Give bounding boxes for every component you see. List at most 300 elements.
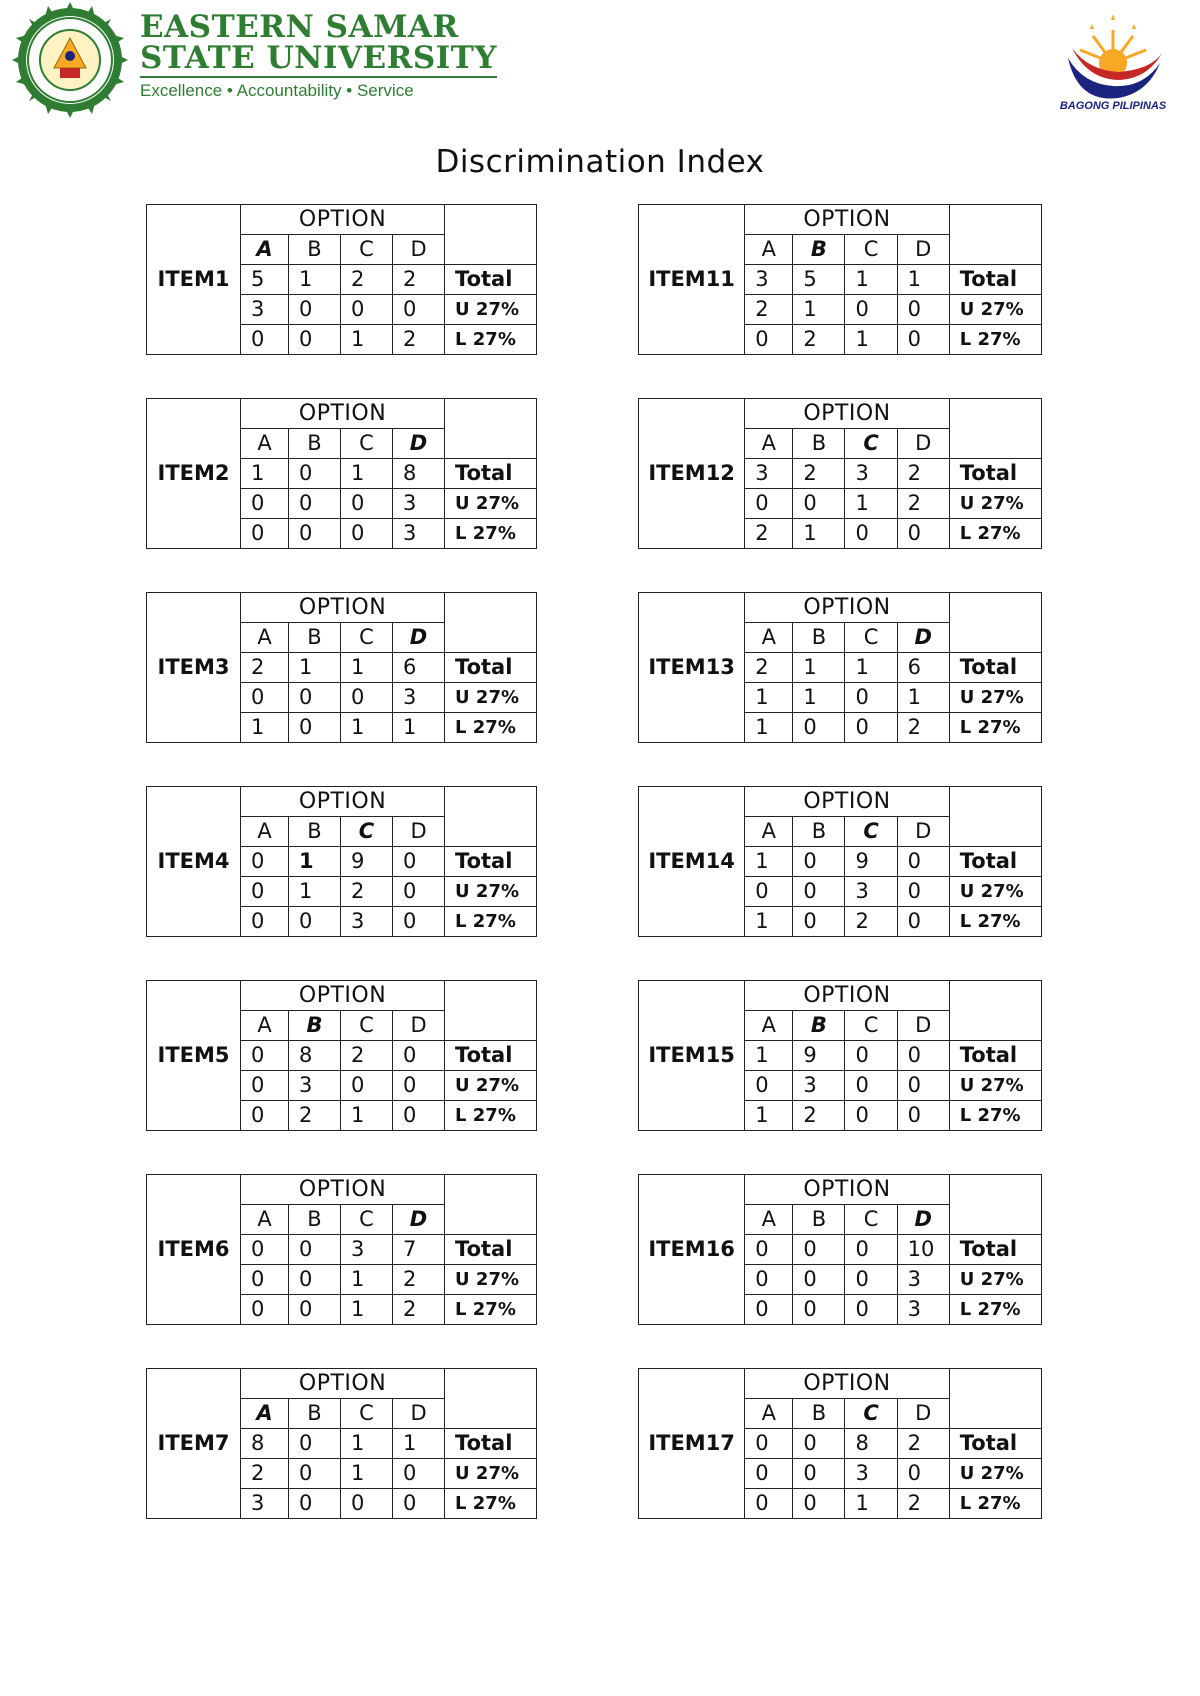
lower-count-a: 0 — [241, 907, 289, 937]
total-count-d: 0 — [897, 847, 949, 877]
lower-count-b: 0 — [793, 907, 845, 937]
total-count-d: 10 — [897, 1235, 949, 1265]
blank-cell — [445, 1175, 537, 1235]
upper-count-b: 0 — [289, 683, 341, 713]
option-header: OPTION — [745, 1175, 949, 1205]
option-header: OPTION — [745, 981, 949, 1011]
lower-count-b: 2 — [289, 1101, 341, 1131]
upper-count-b: 0 — [793, 1459, 845, 1489]
upper-count-d: 3 — [393, 683, 445, 713]
option-letter-b: B — [793, 623, 845, 653]
total-row-label: Total — [445, 1429, 537, 1459]
option-letter-d: D — [393, 235, 445, 265]
blank-cell — [445, 399, 537, 459]
lower-count-d: 0 — [897, 325, 949, 355]
upper-count-d: 2 — [393, 1265, 445, 1295]
lower-row-label: L 27% — [445, 713, 537, 743]
total-count-b: 2 — [793, 459, 845, 489]
option-letter-b: B — [289, 429, 341, 459]
upper-count-b: 0 — [289, 489, 341, 519]
lower-count-b: 0 — [289, 1295, 341, 1325]
upper-count-a: 0 — [241, 489, 289, 519]
upper-count-b: 3 — [793, 1071, 845, 1101]
option-letter-b: B — [289, 817, 341, 847]
option-letter-d: D — [897, 1399, 949, 1429]
item-label: ITEM7 — [147, 1369, 241, 1519]
total-count-b: 5 — [793, 265, 845, 295]
option-header: OPTION — [745, 593, 949, 623]
upper-count-d: 3 — [393, 489, 445, 519]
total-count-d: 2 — [897, 459, 949, 489]
lower-count-a: 1 — [745, 713, 793, 743]
option-letter-a: A — [241, 623, 289, 653]
total-count-d: 1 — [897, 265, 949, 295]
item-label: ITEM6 — [147, 1175, 241, 1325]
option-header: OPTION — [745, 1369, 949, 1399]
discrimination-table — [638, 1174, 1042, 1325]
lower-count-a: 1 — [241, 713, 289, 743]
lower-row-label: L 27% — [949, 713, 1041, 743]
item-label: ITEM16 — [639, 1175, 745, 1325]
upper-count-b: 0 — [793, 489, 845, 519]
discrimination-table — [638, 786, 1042, 937]
upper-row-label: U 27% — [445, 877, 537, 907]
option-header: OPTION — [241, 981, 445, 1011]
lower-count-c: 1 — [341, 325, 393, 355]
blank-cell — [949, 1369, 1041, 1429]
total-count-d: 7 — [393, 1235, 445, 1265]
upper-count-c: 3 — [845, 1459, 897, 1489]
blank-cell — [445, 593, 537, 653]
blank-cell — [445, 981, 537, 1041]
upper-count-c: 0 — [845, 1265, 897, 1295]
upper-count-a: 0 — [745, 877, 793, 907]
option-letter-c: C — [845, 1205, 897, 1235]
option-letter-d: D — [897, 429, 949, 459]
option-letter-a: A — [241, 817, 289, 847]
total-count-b: 0 — [793, 1429, 845, 1459]
lower-count-b: 0 — [793, 1295, 845, 1325]
option-header: OPTION — [241, 1175, 445, 1205]
upper-count-c: 0 — [341, 489, 393, 519]
lower-count-d: 2 — [393, 1295, 445, 1325]
option-header: OPTION — [241, 205, 445, 235]
lower-count-c: 0 — [845, 1295, 897, 1325]
option-letter-a: A — [745, 235, 793, 265]
option-letter-d: D — [393, 1011, 445, 1041]
discrimination-table — [638, 1368, 1042, 1519]
upper-count-a: 0 — [745, 489, 793, 519]
blank-cell — [445, 787, 537, 847]
option-letter-c: C — [845, 1399, 897, 1429]
total-count-a: 0 — [745, 1235, 793, 1265]
upper-row-label: U 27% — [949, 1265, 1041, 1295]
item-label: ITEM2 — [147, 399, 241, 549]
total-count-a: 1 — [745, 847, 793, 877]
option-letter-b: B — [793, 817, 845, 847]
upper-row-label: U 27% — [949, 683, 1041, 713]
lower-count-a: 0 — [745, 1489, 793, 1519]
university-name-line1: EASTERN SAMAR — [140, 9, 459, 45]
lower-count-c: 2 — [845, 907, 897, 937]
blank-cell — [949, 399, 1041, 459]
option-letter-a: A — [241, 1205, 289, 1235]
upper-count-c: 0 — [845, 1071, 897, 1101]
total-count-d: 8 — [393, 459, 445, 489]
lower-count-a: 0 — [241, 1101, 289, 1131]
option-letter-d: D — [897, 623, 949, 653]
total-row-label: Total — [949, 847, 1041, 877]
option-letter-b: B — [289, 1011, 341, 1041]
item-label: ITEM17 — [639, 1369, 745, 1519]
total-count-d: 0 — [897, 1041, 949, 1071]
total-count-c: 3 — [845, 459, 897, 489]
option-letter-c: C — [341, 1399, 393, 1429]
total-count-a: 3 — [745, 459, 793, 489]
option-letter-b: B — [793, 429, 845, 459]
upper-count-b: 0 — [289, 1459, 341, 1489]
option-letter-d: D — [393, 623, 445, 653]
total-count-a: 1 — [745, 1041, 793, 1071]
upper-count-a: 2 — [241, 1459, 289, 1489]
total-count-b: 8 — [289, 1041, 341, 1071]
total-count-a: 0 — [241, 1041, 289, 1071]
lower-count-b: 0 — [793, 1489, 845, 1519]
discrimination-table — [146, 786, 537, 937]
item-label: ITEM14 — [639, 787, 745, 937]
item-label: ITEM13 — [639, 593, 745, 743]
total-count-c: 3 — [341, 1235, 393, 1265]
upper-count-d: 2 — [897, 489, 949, 519]
discrimination-table — [146, 398, 537, 549]
option-letter-a: A — [745, 623, 793, 653]
upper-count-a: 0 — [745, 1459, 793, 1489]
page-title: Discrimination Index — [435, 144, 765, 180]
upper-row-label: U 27% — [445, 295, 537, 325]
upper-count-d: 0 — [393, 295, 445, 325]
lower-row-label: L 27% — [949, 1489, 1041, 1519]
option-letter-c: C — [845, 429, 897, 459]
lower-count-c: 1 — [341, 713, 393, 743]
option-letter-b: B — [289, 1205, 341, 1235]
upper-count-b: 0 — [289, 1265, 341, 1295]
upper-count-b: 0 — [289, 295, 341, 325]
lower-count-c: 0 — [845, 519, 897, 549]
option-letter-a: A — [241, 1399, 289, 1429]
upper-count-c: 1 — [341, 1265, 393, 1295]
upper-count-c: 0 — [341, 683, 393, 713]
discrimination-table — [146, 1368, 537, 1519]
upper-count-a: 0 — [241, 683, 289, 713]
upper-count-d: 0 — [897, 1071, 949, 1101]
total-count-c: 0 — [845, 1041, 897, 1071]
option-letter-c: C — [341, 1205, 393, 1235]
lower-count-b: 0 — [793, 713, 845, 743]
discrimination-table — [146, 204, 537, 355]
option-header: OPTION — [745, 205, 949, 235]
total-count-d: 1 — [393, 1429, 445, 1459]
upper-count-d: 0 — [393, 877, 445, 907]
item-label: ITEM1 — [147, 205, 241, 355]
lower-count-d: 0 — [897, 1101, 949, 1131]
lower-count-c: 1 — [845, 1489, 897, 1519]
option-letter-d: D — [393, 817, 445, 847]
upper-row-label: U 27% — [949, 295, 1041, 325]
option-header: OPTION — [241, 593, 445, 623]
total-row-label: Total — [949, 1041, 1041, 1071]
lower-count-d: 2 — [393, 325, 445, 355]
total-count-c: 1 — [845, 653, 897, 683]
total-count-b: 1 — [289, 265, 341, 295]
item-label: ITEM11 — [639, 205, 745, 355]
lower-row-label: L 27% — [445, 325, 537, 355]
option-letter-d: D — [897, 817, 949, 847]
upper-count-b: 1 — [289, 877, 341, 907]
total-count-a: 2 — [745, 653, 793, 683]
total-row-label: Total — [949, 1235, 1041, 1265]
item-label: ITEM12 — [639, 399, 745, 549]
upper-count-a: 0 — [241, 877, 289, 907]
lower-count-c: 1 — [341, 1101, 393, 1131]
total-count-a: 3 — [745, 265, 793, 295]
discrimination-table — [638, 204, 1042, 355]
total-count-b: 0 — [793, 1235, 845, 1265]
upper-count-c: 0 — [341, 295, 393, 325]
total-count-b: 1 — [289, 653, 341, 683]
upper-count-c: 0 — [341, 1071, 393, 1101]
upper-count-c: 0 — [845, 295, 897, 325]
option-letter-a: A — [745, 429, 793, 459]
discrimination-table — [146, 980, 537, 1131]
lower-count-d: 0 — [897, 519, 949, 549]
total-count-d: 6 — [897, 653, 949, 683]
upper-count-d: 0 — [897, 1459, 949, 1489]
total-count-d: 6 — [393, 653, 445, 683]
upper-count-a: 3 — [241, 295, 289, 325]
option-letter-b: B — [793, 1011, 845, 1041]
discrimination-table — [638, 980, 1042, 1131]
upper-row-label: U 27% — [445, 1459, 537, 1489]
total-count-c: 9 — [845, 847, 897, 877]
lower-count-b: 0 — [289, 1489, 341, 1519]
upper-count-a: 2 — [745, 295, 793, 325]
upper-count-b: 1 — [793, 295, 845, 325]
upper-row-label: U 27% — [445, 489, 537, 519]
discrimination-table — [146, 592, 537, 743]
lower-count-d: 3 — [393, 519, 445, 549]
upper-count-a: 1 — [745, 683, 793, 713]
option-letter-c: C — [845, 235, 897, 265]
option-letter-b: B — [793, 235, 845, 265]
total-count-c: 1 — [341, 653, 393, 683]
upper-row-label: U 27% — [445, 683, 537, 713]
upper-count-b: 0 — [793, 1265, 845, 1295]
lower-count-a: 1 — [745, 1101, 793, 1131]
lower-count-b: 1 — [793, 519, 845, 549]
lower-row-label: L 27% — [445, 1295, 537, 1325]
total-row-label: Total — [949, 653, 1041, 683]
blank-cell — [949, 981, 1041, 1041]
total-row-label: Total — [949, 265, 1041, 295]
option-header: OPTION — [745, 399, 949, 429]
lower-count-b: 0 — [289, 713, 341, 743]
total-count-d: 0 — [393, 847, 445, 877]
lower-row-label: L 27% — [949, 325, 1041, 355]
upper-count-d: 0 — [897, 877, 949, 907]
total-count-c: 2 — [341, 1041, 393, 1071]
total-row-label: Total — [949, 459, 1041, 489]
upper-count-c: 3 — [845, 877, 897, 907]
option-header: OPTION — [745, 787, 949, 817]
option-letter-a: A — [745, 1011, 793, 1041]
item-label: ITEM5 — [147, 981, 241, 1131]
lower-count-d: 2 — [897, 1489, 949, 1519]
lower-count-b: 0 — [289, 519, 341, 549]
total-count-b: 1 — [793, 653, 845, 683]
discrimination-table — [638, 592, 1042, 743]
total-count-b: 0 — [289, 1429, 341, 1459]
lower-count-a: 1 — [745, 907, 793, 937]
option-letter-b: B — [793, 1205, 845, 1235]
university-motto: Excellence • Accountability • Service — [140, 81, 414, 100]
upper-count-d: 1 — [897, 683, 949, 713]
upper-count-b: 0 — [793, 877, 845, 907]
lower-count-b: 2 — [793, 325, 845, 355]
university-name-line2: STATE UNIVERSITY — [140, 40, 498, 76]
option-header: OPTION — [241, 787, 445, 817]
option-letter-c: C — [845, 1011, 897, 1041]
option-letter-c: C — [341, 623, 393, 653]
lower-count-c: 0 — [341, 519, 393, 549]
upper-row-label: U 27% — [949, 1071, 1041, 1101]
option-letter-a: A — [745, 1399, 793, 1429]
total-count-a: 8 — [241, 1429, 289, 1459]
total-count-c: 1 — [341, 459, 393, 489]
option-letter-c: C — [845, 817, 897, 847]
upper-count-b: 3 — [289, 1071, 341, 1101]
lower-row-label: L 27% — [949, 519, 1041, 549]
item-label: ITEM15 — [639, 981, 745, 1131]
option-letter-d: D — [393, 429, 445, 459]
item-label: ITEM3 — [147, 593, 241, 743]
total-count-d: 2 — [393, 265, 445, 295]
total-row-label: Total — [445, 1235, 537, 1265]
blank-cell — [445, 1369, 537, 1429]
lower-row-label: L 27% — [949, 907, 1041, 937]
lower-count-b: 0 — [289, 325, 341, 355]
option-letter-c: C — [341, 817, 393, 847]
lower-count-c: 1 — [845, 325, 897, 355]
total-count-b: 9 — [793, 1041, 845, 1071]
option-letter-c: C — [845, 623, 897, 653]
item-label: ITEM4 — [147, 787, 241, 937]
lower-row-label: L 27% — [949, 1295, 1041, 1325]
lower-count-a: 0 — [241, 519, 289, 549]
upper-count-a: 0 — [241, 1265, 289, 1295]
bagong-pilipinas-text: BAGONG PILIPINAS — [1059, 100, 1167, 112]
lower-count-c: 3 — [341, 907, 393, 937]
lower-count-c: 1 — [341, 1295, 393, 1325]
total-row-label: Total — [445, 847, 537, 877]
upper-count-c: 2 — [341, 877, 393, 907]
total-count-a: 2 — [241, 653, 289, 683]
total-count-b: 1 — [289, 847, 341, 877]
option-letter-d: D — [393, 1205, 445, 1235]
lower-count-d: 0 — [897, 907, 949, 937]
lower-count-a: 0 — [745, 325, 793, 355]
total-count-b: 0 — [793, 847, 845, 877]
total-count-c: 9 — [341, 847, 393, 877]
total-count-a: 0 — [745, 1429, 793, 1459]
total-count-c: 0 — [845, 1235, 897, 1265]
lower-row-label: L 27% — [445, 1489, 537, 1519]
total-row-label: Total — [445, 459, 537, 489]
upper-count-c: 1 — [341, 1459, 393, 1489]
lower-count-d: 0 — [393, 907, 445, 937]
upper-count-c: 0 — [845, 683, 897, 713]
upper-count-d: 0 — [393, 1071, 445, 1101]
lower-count-c: 0 — [845, 1101, 897, 1131]
total-count-c: 1 — [341, 1429, 393, 1459]
total-count-b: 0 — [289, 1235, 341, 1265]
lower-count-a: 0 — [241, 325, 289, 355]
total-count-a: 5 — [241, 265, 289, 295]
blank-cell — [949, 593, 1041, 653]
lower-count-c: 0 — [341, 1489, 393, 1519]
lower-count-d: 1 — [393, 713, 445, 743]
lower-count-d: 0 — [393, 1101, 445, 1131]
lower-row-label: L 27% — [949, 1101, 1041, 1131]
lower-count-a: 0 — [241, 1295, 289, 1325]
upper-row-label: U 27% — [445, 1071, 537, 1101]
total-count-d: 0 — [393, 1041, 445, 1071]
option-letter-d: D — [897, 1011, 949, 1041]
total-count-a: 1 — [241, 459, 289, 489]
upper-row-label: U 27% — [445, 1265, 537, 1295]
lower-count-a: 3 — [241, 1489, 289, 1519]
total-row-label: Total — [445, 265, 537, 295]
option-letter-c: C — [341, 429, 393, 459]
option-letter-b: B — [289, 623, 341, 653]
total-row-label: Total — [445, 653, 537, 683]
option-letter-d: D — [897, 1205, 949, 1235]
total-count-c: 8 — [845, 1429, 897, 1459]
option-letter-c: C — [341, 235, 393, 265]
blank-cell — [949, 1175, 1041, 1235]
upper-count-a: 0 — [745, 1265, 793, 1295]
total-count-c: 2 — [341, 265, 393, 295]
lower-count-d: 3 — [897, 1295, 949, 1325]
option-letter-b: B — [793, 1399, 845, 1429]
option-letter-a: A — [241, 235, 289, 265]
total-count-c: 1 — [845, 265, 897, 295]
lower-count-b: 0 — [289, 907, 341, 937]
upper-count-d: 0 — [393, 1459, 445, 1489]
lower-row-label: L 27% — [445, 907, 537, 937]
discrimination-table — [146, 1174, 537, 1325]
upper-row-label: U 27% — [949, 489, 1041, 519]
total-count-d: 2 — [897, 1429, 949, 1459]
option-letter-d: D — [897, 235, 949, 265]
option-letter-b: B — [289, 1399, 341, 1429]
blank-cell — [445, 205, 537, 265]
upper-row-label: U 27% — [949, 877, 1041, 907]
discrimination-table — [638, 398, 1042, 549]
total-count-a: 0 — [241, 1235, 289, 1265]
option-letter-c: C — [341, 1011, 393, 1041]
lower-count-d: 2 — [897, 713, 949, 743]
upper-count-b: 1 — [793, 683, 845, 713]
